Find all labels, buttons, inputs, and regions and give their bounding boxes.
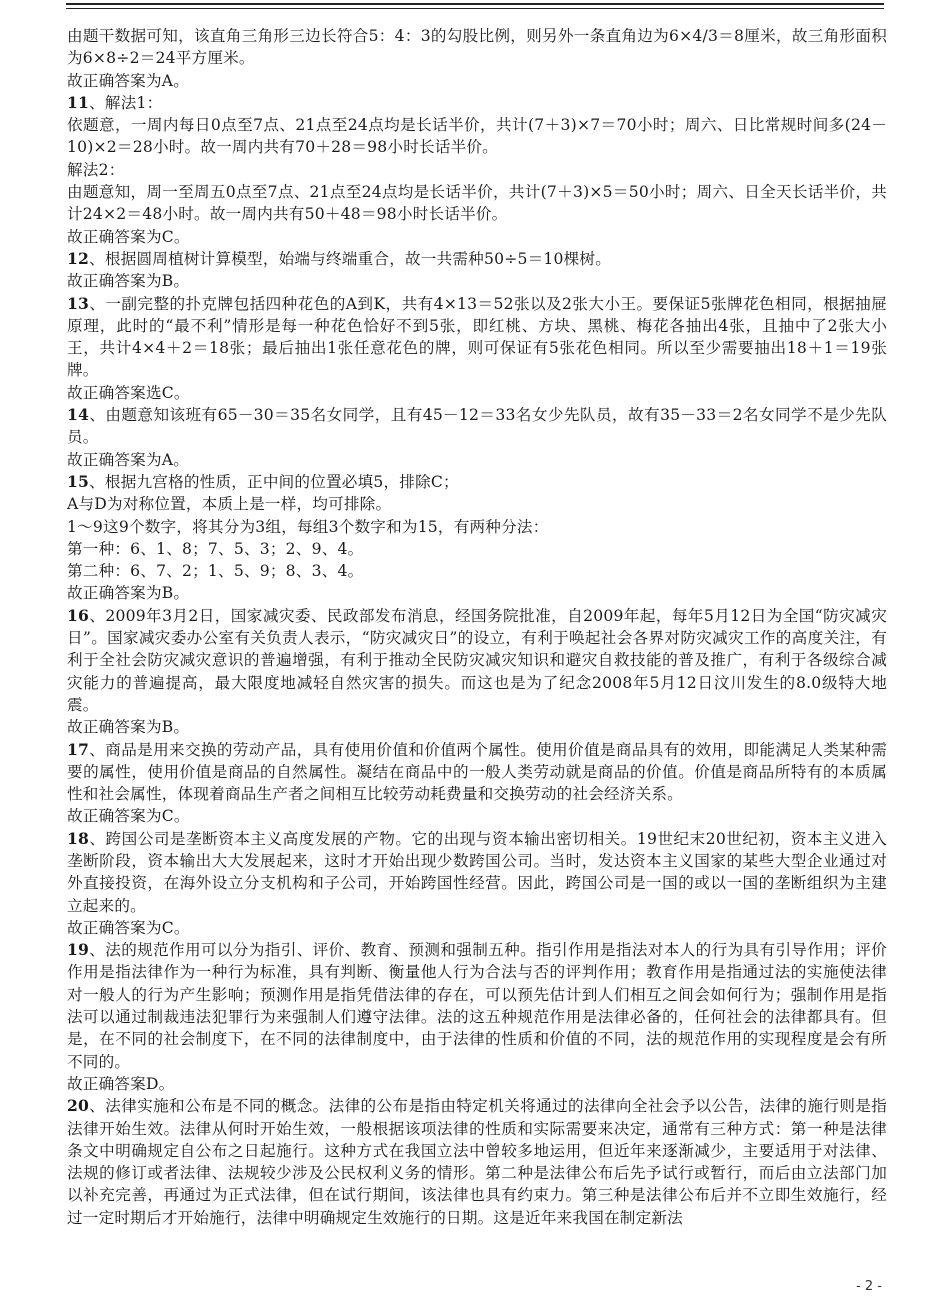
question-19-explanation bbox=[67, 939, 887, 1073]
question-17-explanation bbox=[67, 739, 887, 806]
paragraph-body: 、根据圆周植树计算模型，始端与终端重合，故一共需种50÷5＝10棵树。 bbox=[89, 249, 612, 268]
paragraph-body: 、解法1： bbox=[89, 93, 163, 112]
question-18-explanation bbox=[67, 828, 887, 917]
paragraph-text bbox=[67, 382, 887, 404]
question-number: 16 bbox=[67, 605, 90, 625]
question-12-explanation bbox=[67, 248, 887, 270]
paragraph-body: A与D为对称位置，本质上是一样，均可排除。 bbox=[67, 495, 392, 514]
paragraph-body: 故正确答案为C。 bbox=[67, 227, 190, 246]
paragraph-body: 故正确答案选C。 bbox=[67, 383, 190, 402]
paragraph-body: 、一副完整的扑克牌包括四种花色的A到K，共有4×13＝52张以及2张大小王。要保证5张牌花色相同，根据抽屉原理，此时的“最不利”情形是每一种花色恰好不到5张，即红桃、方块、黑桃、梅花各抽出4张，且抽中了2张大小王，共计4×4＋2＝18张；最后抽出1张任意花色的牌，则可保证有5张花色相同。所以至少需要抽出18＋1＝19张牌。 bbox=[67, 294, 887, 380]
question-number: 19 bbox=[67, 940, 90, 960]
header-rule-thin bbox=[66, 8, 884, 9]
paragraph-text bbox=[67, 449, 887, 471]
paragraph-body: 第二种：6、7、2；1、5、9；8、3、4。 bbox=[67, 562, 364, 581]
paragraph-text bbox=[67, 114, 887, 159]
paragraph-body: 、跨国公司是垄断资本主义高度发展的产物。它的出现与资本输出密切相关。19世纪末20世纪初，资本主义进入垄断阶段，资本输出大大发展起来，这时才开始出现少数跨国公司。当时，发达资本主义国家的某些大型企业通过对外直接投资，在海外设立分支机构和子公司，开始跨国性经营。因此，跨国公司是一国的或以一国的垄断组织为主建立起来的。 bbox=[67, 829, 887, 915]
paragraph-body: 故正确答案D。 bbox=[67, 1074, 175, 1093]
question-number: 20 bbox=[67, 1096, 90, 1116]
question-number: 13 bbox=[67, 293, 90, 313]
paragraph-body: 故正确答案为B。 bbox=[67, 584, 190, 603]
question-16-explanation bbox=[67, 605, 887, 716]
paragraph-text bbox=[67, 25, 887, 70]
paragraph-body: 、2009年3月2日，国家减灾委、民政部发布消息，经国务院批准，自2009年起，每年5月12日为全国“防灾减灾日”。国家减灾委办公室有关负责人表示，“防灾减灾日”的设立，有利于唤起社会各界对防灾减灾工作的高度关注，有利于全社会防灾减灾意识的普遍增强，有利于推动全民防灾减灾知识和避灾自救技能的普及推广，有利于各级综合减灾能力的普遍提高，最大限度地减轻自然灾害的损失。而这也是为了纪念2008年5月12日汶川发生的8.0级特大地震。 bbox=[67, 606, 887, 714]
paragraph-body: 故正确答案为B。 bbox=[67, 718, 190, 737]
paragraph-body: 由题意知，周一至周五0点至7点、21点至24点均是长话半价，共计(7＋3)×5＝50小时；周六、日全天长话半价，共计24×2＝48小时。故一周内共有50＋48＝98小时长话半价。 bbox=[67, 183, 887, 224]
paragraph-body: 由题干数据可知，该直角三角形三边长符合5：4：3的勾股比例，则另外一条直角边为6×4/3＝8厘米，故三角形面积为6×8÷2＝24平方厘米。 bbox=[67, 27, 887, 68]
paragraph-text bbox=[67, 805, 887, 827]
paragraph-body: 、法的规范作用可以分为指引、评价、教育、预测和强制五种。指引作用是指法对本人的行为具有引导作用；评价作用是指法律作为一种行为标准，具有判断、衡量他人行为合法与否的评判作用；教育作用是指通过法的实施使法律对一般人的行为产生影响；预测作用是指凭借法律的存在，可以预先估计到人们相互之间会如何行为；强制作用是指法可以通过制裁违法犯罪行为来强制人们遵守法律。法的这五种规范作用是法律必备的，任何社会的法律都具有。但是，在不同的社会制度下，在不同的法律制度中，由于法律的性质和价值的不同，法的规范作用的实现程度是会有所不同的。 bbox=[67, 941, 887, 1071]
question-number: 15 bbox=[67, 471, 90, 491]
question-20-explanation bbox=[67, 1095, 887, 1229]
paragraph-text bbox=[67, 493, 887, 515]
question-11-explanation bbox=[67, 92, 887, 114]
paragraph-text bbox=[67, 1073, 887, 1095]
paragraph-text bbox=[67, 70, 887, 92]
question-number: 12 bbox=[67, 248, 90, 268]
paragraph-text bbox=[67, 226, 887, 248]
paragraph-body: 、法律实施和公布是不同的概念。法律的公布是指由特定机关将通过的法律向全社会予以公告，法律的施行则是指法律开始生效。法律从何时开始生效，一般根据该项法律的性质和实际需要来决定，通常有三种方式：第一种是法律条文中明确规定自公布之日起施行。这种方式在我国立法中曾较多地运用，但近年来逐渐减少，主要适用于对法律、法规的修订或者法律、法规较少涉及公民权利义务的情形。第二种是法律公布后先予试行或暂行，而后由立法部门加以补充完善，再通过为正式法律，但在试行期间，该法律也具有约束力。第三种是法律公布后并不立即生效施行，经过一定时期后才开始施行，法律中明确规定生效施行的日期。这是近年来我国在制定新法 bbox=[67, 1097, 887, 1227]
header-rule-thick bbox=[66, 3, 884, 5]
paragraph-body: 故正确答案为C。 bbox=[67, 807, 190, 826]
paragraph-text bbox=[67, 716, 887, 738]
answer-explanations bbox=[67, 25, 887, 1229]
paragraph-text bbox=[67, 181, 887, 226]
question-15-explanation bbox=[67, 471, 887, 493]
paragraph-text bbox=[67, 917, 887, 939]
paragraph-text bbox=[67, 560, 887, 582]
question-14-explanation bbox=[67, 404, 887, 449]
paragraph-body: 、商品是用来交换的劳动产品，具有使用价值和价值两个属性。使用价值是商品具有的效用，即能满足人类某种需要的属性，使用价值是商品的自然属性。凝结在商品中的一般人类劳动就是商品的价值。价值是商品所特有的本质属性和社会属性，体现着商品生产者之间相互比较劳动耗费量和交换劳动的社会经济关系。 bbox=[67, 740, 887, 804]
paragraph-body: 、由题意知该班有65－30＝35名女同学，且有45－12＝33名女少先队员，故有35－33＝2名女同学不是少先队员。 bbox=[67, 406, 887, 447]
paragraph-body: 故正确答案为A。 bbox=[67, 71, 190, 90]
paragraph-text bbox=[67, 159, 887, 181]
paragraph-body: 第一种：6、1、8；7、5、3；2、9、4。 bbox=[67, 539, 364, 558]
paragraph-text bbox=[67, 516, 887, 538]
question-number: 14 bbox=[67, 405, 90, 425]
paragraph-body: 故正确答案为A。 bbox=[67, 450, 190, 469]
paragraph-body: 1～9这9个数字，将其分为3组，每组3个数字和为15，有两种分法： bbox=[67, 517, 549, 536]
paragraph-body: 故正确答案为B。 bbox=[67, 272, 190, 291]
paragraph-body: 故正确答案为C。 bbox=[67, 918, 190, 937]
page-number: - 2 - bbox=[856, 1279, 882, 1294]
question-number: 17 bbox=[67, 739, 90, 759]
paragraph-body: 依题意，一周内每日0点至7点、21点至24点均是长话半价，共计(7＋3)×7＝70小时；周六、日比常规时间多(24－10)×2＝28小时。故一周内共有70＋28＝98小时长话半价。 bbox=[67, 116, 887, 157]
paragraph-body: 、根据九宫格的性质，正中间的位置必填5，排除C； bbox=[89, 472, 459, 491]
paragraph-body: 解法2： bbox=[67, 160, 125, 179]
question-13-explanation bbox=[67, 293, 887, 382]
paragraph-text bbox=[67, 270, 887, 292]
question-number: 11 bbox=[67, 92, 90, 112]
paragraph-text bbox=[67, 538, 887, 560]
question-number: 18 bbox=[67, 828, 90, 848]
paragraph-text bbox=[67, 582, 887, 604]
